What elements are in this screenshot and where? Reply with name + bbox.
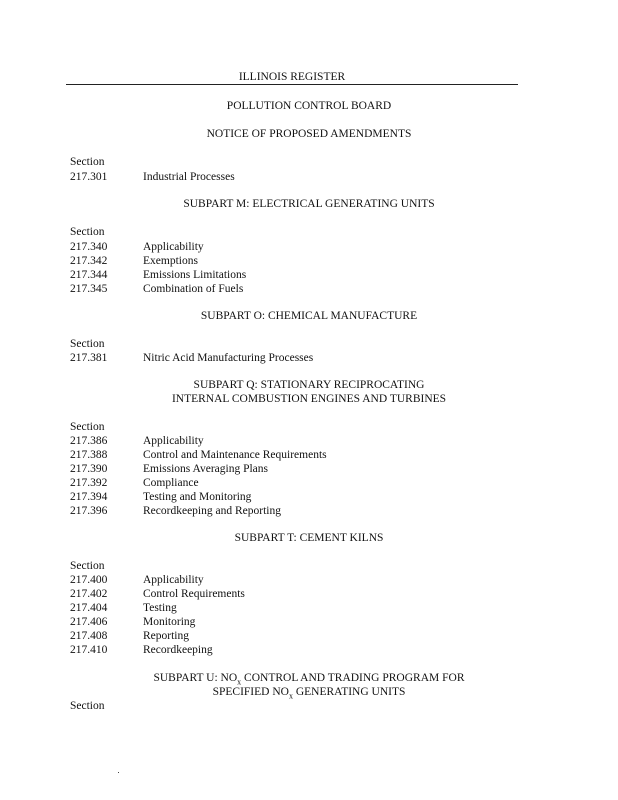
register-header — [66, 70, 518, 85]
section-entry — [70, 434, 204, 448]
section-entry — [70, 268, 246, 282]
section-entry — [70, 573, 204, 587]
section-entry — [70, 282, 243, 296]
section-title: Testing — [143, 602, 177, 614]
section-entry — [70, 476, 199, 490]
subpart-u-line1-pre: SUBPART U: NO — [153, 672, 238, 684]
section-label: Section — [70, 560, 105, 572]
section-entry — [70, 504, 281, 518]
section-number: 217.388 — [70, 449, 108, 461]
section-number: 217.394 — [70, 491, 108, 503]
section-title: Recordkeeping — [143, 644, 213, 656]
subpart-q-heading-line2: INTERNAL COMBUSTION ENGINES AND TURBINES — [171, 393, 447, 405]
section-title: Recordkeeping and Reporting — [143, 505, 281, 517]
section-entry — [70, 448, 327, 462]
section-label: Section — [70, 421, 105, 433]
subpart-u-line1-post: CONTROL AND TRADING PROGRAM FOR — [241, 672, 465, 684]
section-entry — [70, 351, 313, 365]
section-entry — [70, 643, 213, 657]
section-number: 217.396 — [70, 505, 108, 517]
page-mark — [118, 772, 119, 773]
section-entry — [70, 240, 204, 254]
section-number: 217.402 — [70, 588, 108, 600]
section-title: Nitric Acid Manufacturing Processes — [143, 352, 314, 364]
section-title: Exemptions — [143, 255, 198, 267]
section-number: 217.400 — [70, 574, 108, 586]
section-entry — [70, 615, 195, 629]
section-entry — [70, 170, 235, 184]
section-number: 217.408 — [70, 630, 108, 642]
subpart-u-line1-sub: x — [237, 677, 242, 687]
section-entry — [70, 629, 189, 643]
section-label: Section — [70, 156, 105, 168]
notice-title: NOTICE OF PROPOSED AMENDMENTS — [206, 128, 412, 140]
section-title: Emissions Averaging Plans — [143, 463, 269, 475]
section-title: Combination of Fuels — [143, 283, 244, 295]
section-number: 217.390 — [70, 463, 108, 475]
subpart-t-heading: SUBPART T: CEMENT KILNS — [234, 532, 384, 544]
section-title: Applicability — [143, 435, 204, 447]
section-number: 217.345 — [70, 283, 108, 295]
section-number: 217.342 — [70, 255, 108, 267]
section-entry — [70, 254, 198, 268]
board-name: POLLUTION CONTROL BOARD — [226, 100, 392, 112]
section-title: Applicability — [143, 241, 204, 253]
section-number: 217.392 — [70, 477, 108, 489]
subpart-u-line2-sub: x — [288, 691, 293, 701]
section-entry — [70, 490, 251, 504]
section-title: Monitoring — [143, 616, 196, 628]
section-number: 217.386 — [70, 435, 108, 447]
section-entry — [70, 462, 268, 476]
subpart-m-heading: SUBPART M: ELECTRICAL GENERATING UNITS — [183, 198, 435, 210]
section-number: 217.381 — [70, 352, 108, 364]
section-number: 217.410 — [70, 644, 108, 656]
section-title: Reporting — [143, 630, 189, 642]
section-number: 217.344 — [70, 269, 108, 281]
section-label: Section — [70, 338, 105, 350]
section-title: Applicability — [143, 574, 204, 586]
section-label: Section — [70, 700, 105, 712]
section-entry — [70, 587, 245, 601]
subpart-o-heading: SUBPART O: CHEMICAL MANUFACTURE — [200, 310, 418, 322]
section-title: Industrial Processes — [143, 171, 235, 183]
section-number: 217.340 — [70, 241, 108, 253]
section-title: Testing and Monitoring — [143, 491, 252, 503]
section-title: Control Requirements — [143, 588, 245, 600]
header-rule — [66, 84, 518, 85]
section-number: 217.301 — [70, 171, 108, 183]
section-label: Section — [70, 226, 105, 238]
section-title: Emissions Limitations — [143, 269, 247, 281]
section-title: Compliance — [143, 477, 199, 489]
section-number: 217.404 — [70, 602, 108, 614]
section-title: Control and Maintenance Requirements — [143, 449, 327, 461]
subpart-q-heading-line1: SUBPART Q: STATIONARY RECIPROCATING — [193, 379, 425, 391]
subpart-u-line2-pre: SPECIFIED NO — [212, 686, 289, 698]
section-number: 217.406 — [70, 616, 108, 628]
section-entry — [70, 601, 177, 615]
subpart-u-line2-post: GENERATING UNITS — [292, 686, 406, 698]
register-title: ILLINOIS REGISTER — [238, 71, 346, 83]
